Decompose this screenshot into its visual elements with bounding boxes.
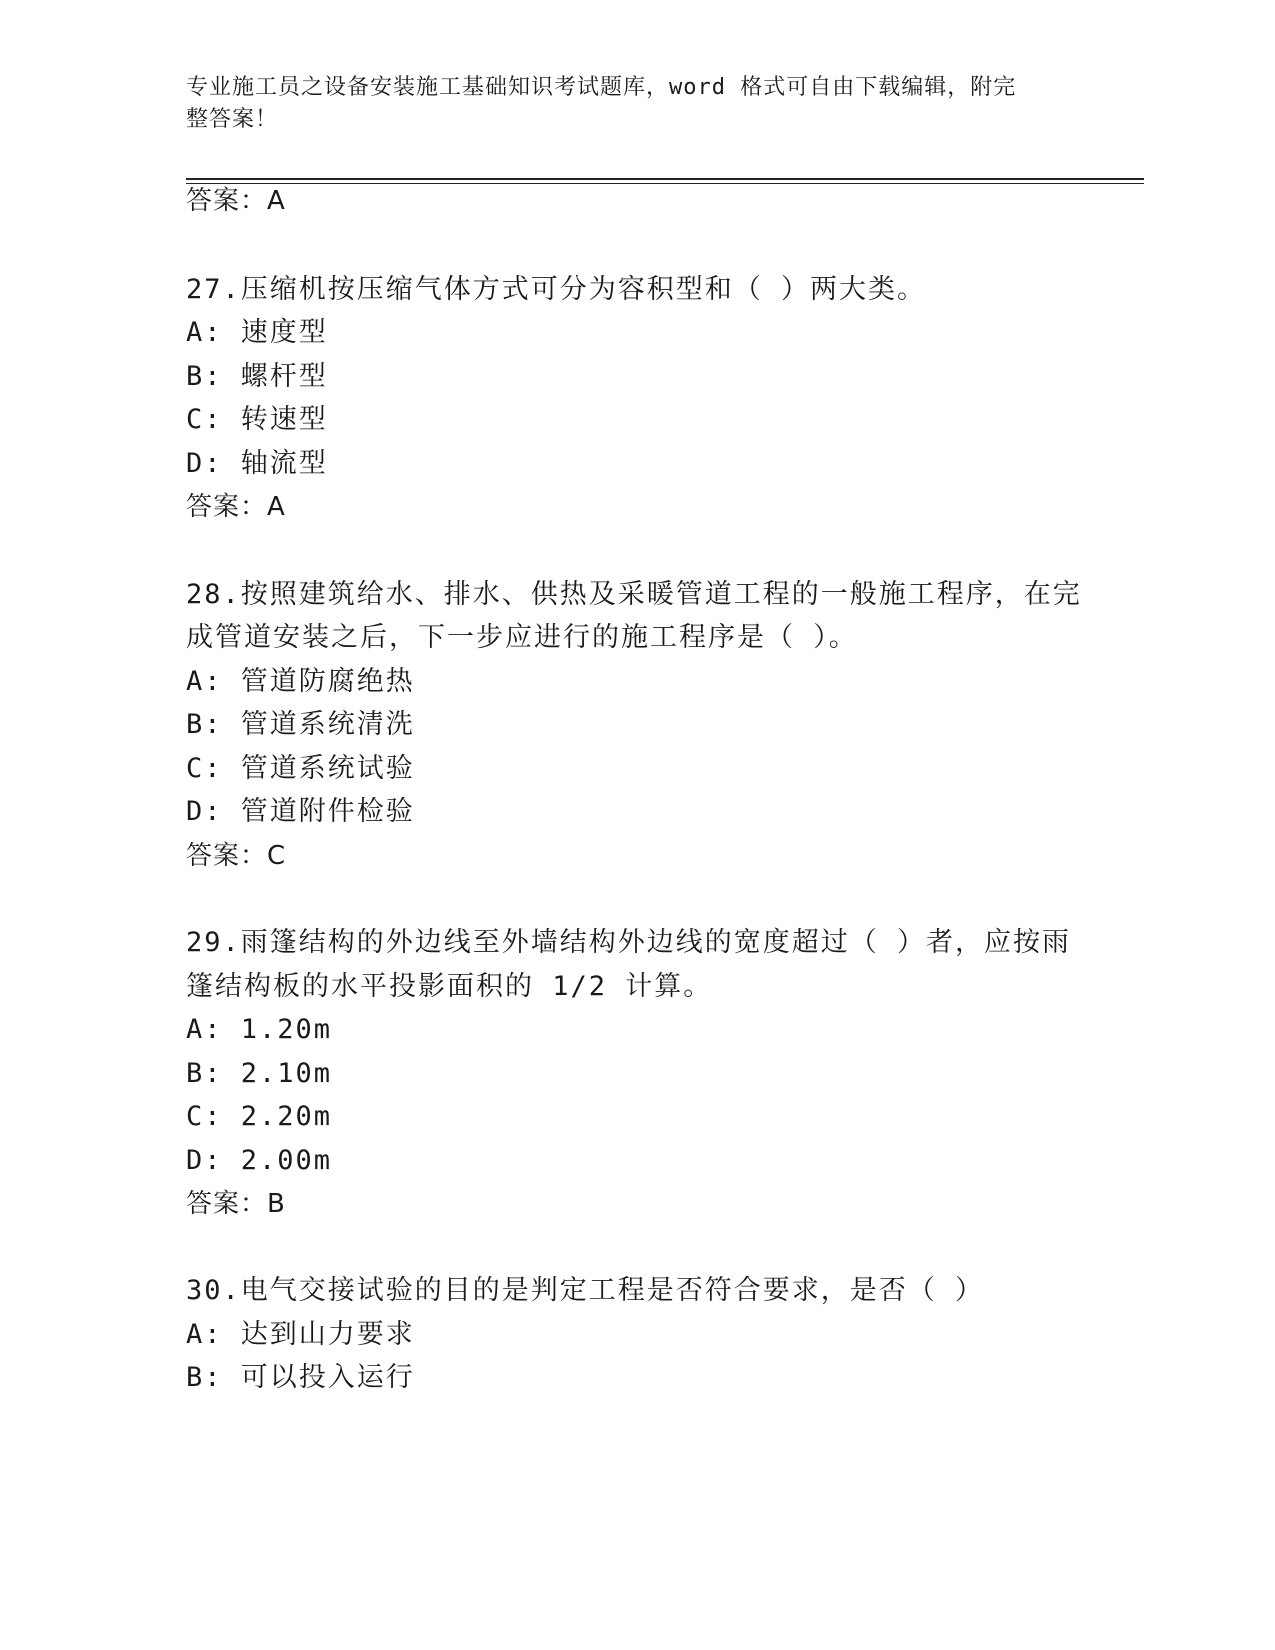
header-divider-thin [186, 183, 1144, 184]
header-divider-thick [186, 178, 1144, 180]
answer-28: 答案：C [186, 841, 287, 871]
answer-27: 答案：A [186, 492, 286, 522]
question-29-option-b: B: 2.10m [186, 1058, 333, 1089]
question-28-option-c: C: 管道系统试验 [186, 753, 415, 784]
question-28-option-a: A: 管道防腐绝热 [186, 666, 415, 697]
question-27-option-b: B: 螺杆型 [186, 361, 328, 392]
question-28-text-line-2: 成管道安装之后，下一步应进行的施工程序是（ ）。 [186, 622, 858, 653]
question-29-text-line-2: 篷结构板的水平投影面积的 1/2 计算。 [186, 971, 713, 1002]
question-29-text-line-1: 29.雨篷结构的外边线至外墙结构外边线的宽度超过（ ）者，应按雨 [186, 927, 1072, 958]
question-28-option-d: D: 管道附件检验 [186, 796, 415, 827]
question-30-option-b: B: 可以投入运行 [186, 1362, 415, 1393]
question-30-text: 30.电气交接试验的目的是判定工程是否符合要求，是否（ ） [186, 1275, 985, 1306]
question-29-option-c: C: 2.20m [186, 1101, 333, 1132]
question-27-option-c: C: 转速型 [186, 404, 328, 435]
question-28-text-line-1: 28.按照建筑给水、排水、供热及采暖管道工程的一般施工程序，在完 [186, 579, 1082, 610]
question-30-option-a: A: 达到山力要求 [186, 1319, 415, 1350]
answer-26: 答案：A [186, 186, 286, 216]
question-28-option-b: B: 管道系统清洗 [186, 709, 415, 740]
header-line-2: 整答案！ [186, 107, 279, 132]
document-header [186, 72, 1066, 136]
question-29-option-a: A: 1.20m [186, 1014, 333, 1045]
question-29-option-d: D: 2.00m [186, 1145, 333, 1176]
header-line-1: 专业施工员之设备安装施工基础知识考试题库，word 格式可自由下载编辑，附完 [186, 75, 1017, 100]
question-27-option-a: A: 速度型 [186, 317, 328, 348]
answer-29: 答案：B [186, 1189, 286, 1219]
question-27-option-d: D: 轴流型 [186, 448, 328, 479]
question-27-text: 27.压缩机按压缩气体方式可分为容积型和（ ）两大类。 [186, 274, 927, 305]
